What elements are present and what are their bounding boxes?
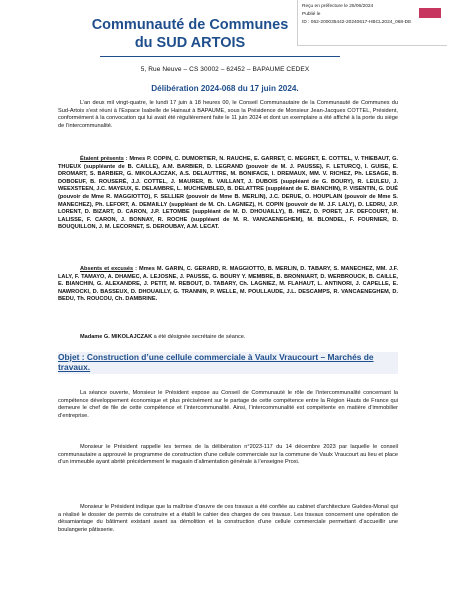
absents-list: : Mmes M. GARIN, C. GERARD, R. MAGGIOTTO, B. MERLIN, D. TABARY, S. MANECHEZ, MM. J.F. LALY, F. TAMAYO, A. DHAMEC, A. LEJOSNE, J. PAUSSE, G. BOURY Y. MEMBRE, B. BRONNIART, D. WERBROUCK, B. CAILLE, E. BIANCHIN, G. ALEXANDRE, J. PETIT, M. REBOUT, D. TABARY, Ch. LAGNIEZ, M. FLAHAUT, L. ANTINORI, J. CAPELLE, E. NAWROCKI, D. BASSEUX, D. DHOUAILLY, G. TRANNIN, P. WELLE, M. POULLAUDE, J.L. DESCAMPS, R. VANCAENEGHEM, D. BEDU, Th. ROUCOU, Ch. DAMBRINE. bbox=[58, 266, 399, 303]
body-paragraph-2: Monsieur le Président rappelle les termes de la délibération n°2023-117 du 14 décembre 2023 par laquelle le conseil communautaire a approuvé le programme de construction d’une cellule commerciale sur la commune de Vaulx Vraucourt au lieu et place d’un immeuble ayant abrité précédemment le magasin d’alimentation générale à l’enseigne Proxi. bbox=[58, 444, 398, 466]
absents-paragraph bbox=[58, 266, 398, 304]
stamp-id-line: ID : 062-200035442-20240617-HBCL2024_068-DE bbox=[302, 20, 412, 25]
org-title-line1: Communauté de Communes bbox=[91, 17, 289, 33]
stamp-logo bbox=[419, 8, 441, 18]
org-title-line2: du SUD ARTOIS bbox=[134, 35, 246, 51]
object-text: Construction d’une cellule commerciale à Vaulx Vraucourt – Marchés de travaux. bbox=[58, 352, 374, 372]
organization-title bbox=[60, 16, 320, 52]
body-paragraph-3: Monsieur le Président indique que la maîtrise d’œuvre de ces travaux a été confiée au cabinet d’architecture Guèdes-Monaï qui a réalisé le dossier de permis de construire et a établi le cahier des charges de ces travaux. Les travaux concernent une opération de désamiantage du bâtiment existant avant sa démolition et la construction d’une cellule commerciale permettant d’accueillir une boulangerie pâtisserie. bbox=[58, 504, 398, 533]
object-label: Objet : bbox=[58, 352, 85, 362]
intro-paragraph: L’an deux mil vingt-quatre, le lundi 17 juin à 18 heures 00, le Conseil Communautaire de la Communauté de Communes du Sud-Artois s’est réuni à l’Espace Isabelle de Hainaut à BAPAUME, sous la Présidence de Monsieur Jean-Jacques COTTEL, Président, conformément à la convocation qui lui avait été régulièrement faite le 11 juin 2024 et dont un exemplaire a été affiché à la porte du siège de l’intercommunalité. bbox=[58, 100, 398, 129]
secretary-name: Madame G. MIKOLAJCZAK bbox=[80, 334, 154, 340]
body-paragraph-1: La séance ouverte, Monsieur le Président expose au Conseil de Communauté le rôle de l’intercommunalité concernant la compétence développement économique et plus précisément sur le partage de cette compétence entre la Région Hauts de France qui demeure le chef de file de cette compétence et l’intercommunalité. Ainsi, l’intercommunalité est compétente en matière d’immobilier d’entreprise. bbox=[58, 390, 398, 419]
postal-address: 5, Rue Neuve – CS 30002 – 62452 – BAPAUME CEDEX bbox=[140, 66, 310, 73]
deliberation-title: Délibération 2024-068 du 17 juin 2024. bbox=[151, 84, 299, 93]
presents-list: : Mmes P. COPIN, C. DUMORTIER, N. RAUCHE, E. GARRET, C. MEGRET, E. COTTEL, V. THIEBAUT, G. THUEUX (suppléante de B. CAILLE), A.M. BARBIER, D. LEGRAND (pouvoir de M. J. PAUSSE), F. LETURCQ, I. GUISE, E. DROMART, S. BARBIER, G. MIKOLAJCZAK, A.S. DELAUTTRE, M. BONIFACE, I. DREMAUX, MM. V. RICHEZ, Ph. LESAGE, B. DOBOEUF, B. ROUSERÉ, J.J. COTTEL, J. MAURER, B. VAILLANT, J. DUBOIS (suppléant de G. BOURY), R. LEULEU, J. WEEXSTEEN, J.C. MAYEUX, E. DELAMBRE, L. MUCHEMBLED, B. DELATTRE (suppléant de E. BIANCHIN), P. VISENTIN, G. DUÉ (pouvoir de Mme R. MAGGIOTTO), F. SELLIER (pouvoir de Mme B. MERLIN), J.C. DERUE, O. HOUPLAIN (pouvoir de Mme S. MANECHEZ), Ph. LEFORT, A. DEMAILLY (suppléant de M. Ch. LAGNIEZ), H. COPIN (pouvoir de M. J.F. LALY), D. LEDRU, J.P. LORENT, D. BIZART, D. CARON, J.P. LETOMBE (suppléant de M. D. DHOUAILLY), B. HIEZ, D. PORET, J.F. DEFCOURT, M. LALISSE, F. CARON, J. BONNAY, R. ROCHE (suppléant de M. R. VANCAENEGHEM), M. BLONDEL, F. FOURNIER, D. BOUQUILLON, J. M. LECORNET, S. DEROUBAY, A.M. LECAT. bbox=[58, 156, 398, 231]
secretary-line bbox=[58, 334, 398, 342]
stamp-received-line: Reçu en préfecture le 25/06/2024 bbox=[302, 4, 374, 9]
presents-paragraph bbox=[58, 156, 398, 232]
presents-label: Étaient présents bbox=[80, 156, 124, 162]
header-divider bbox=[100, 56, 340, 57]
secretary-text: a été désignée secrétaire de séance. bbox=[153, 334, 246, 340]
object-heading bbox=[58, 352, 398, 372]
absents-label: Absents et excusés bbox=[80, 266, 134, 272]
stamp-published-line: Publié le bbox=[302, 12, 321, 17]
